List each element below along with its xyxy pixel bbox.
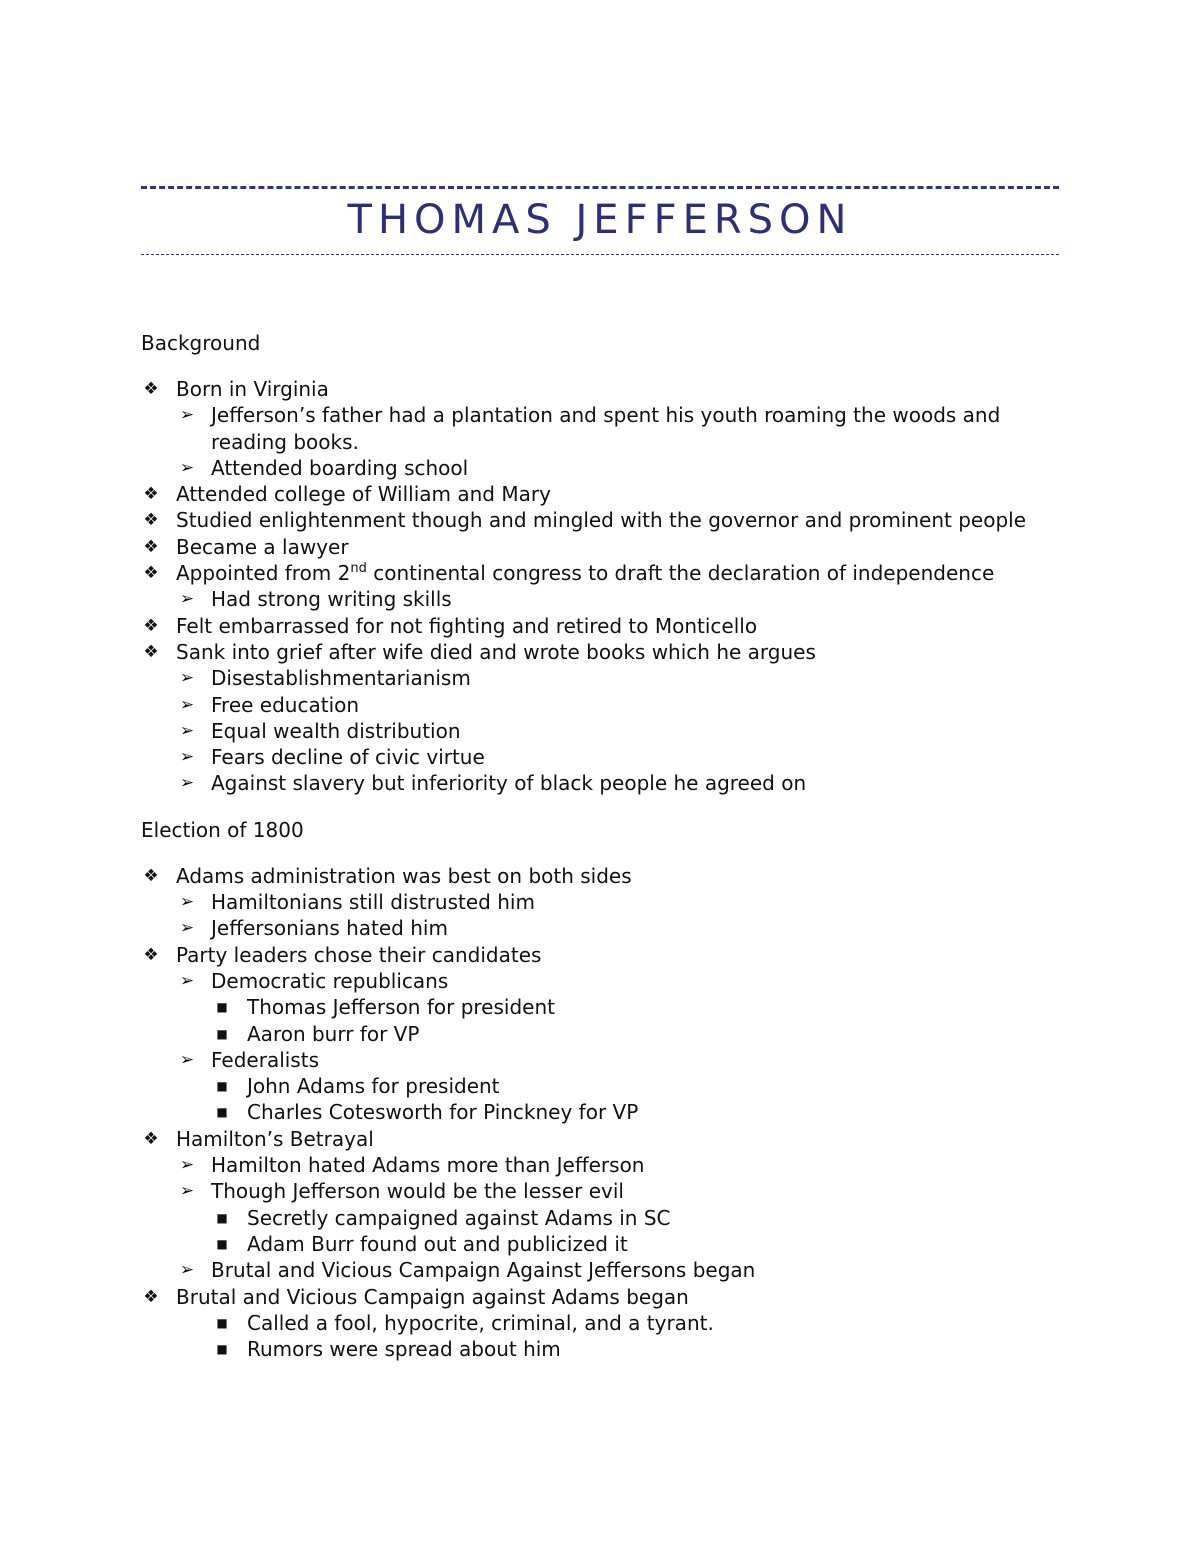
arrowhead-bullet-icon: ➢ (179, 694, 195, 715)
diamond-bullet-icon: ❖ (143, 510, 159, 531)
page-title: THOMAS JEFFERSON (347, 197, 853, 243)
list-item: ➢ Equal wealth distribution (141, 718, 1071, 744)
arrowhead-bullet-icon: ➢ (179, 1049, 195, 1070)
list-item: ➢ Jeffersonians hated him (141, 915, 1071, 941)
document-body (141, 330, 1071, 1362)
list-item: ■ Secretly campaigned against Adams in SC (141, 1205, 1071, 1231)
arrowhead-bullet-icon: ➢ (179, 668, 195, 689)
list-item: ❖ Party leaders chose their candidates (141, 942, 1071, 968)
list-item: ➢ Free education (141, 692, 1071, 718)
list-item: ❖ Attended college of William and Mary (141, 481, 1071, 507)
square-bullet-icon: ■ (216, 1236, 228, 1251)
arrowhead-bullet-icon: ➢ (179, 747, 195, 768)
list-item: ■ Adam Burr found out and publicized it (141, 1231, 1071, 1257)
list-item: ■ John Adams for president (141, 1073, 1071, 1099)
diamond-bullet-icon: ❖ (143, 536, 159, 557)
list-item: ❖ Hamilton’s Betrayal (141, 1126, 1071, 1152)
arrowhead-bullet-icon: ➢ (179, 773, 195, 794)
arrowhead-bullet-icon: ➢ (179, 720, 195, 741)
list-item: ■ Called a fool, hypocrite, criminal, and a tyrant. (141, 1310, 1071, 1336)
diamond-bullet-icon: ❖ (143, 379, 159, 399)
arrowhead-bullet-icon: ➢ (179, 970, 195, 991)
list-item: ❖ Sank into grief after wife died and wrote books which he argues (141, 639, 1071, 665)
arrowhead-bullet-icon: ➢ (179, 405, 195, 426)
list-item: ■ Thomas Jefferson for president (141, 994, 1071, 1020)
title-rule-bottom (141, 254, 1059, 255)
list-item: ■ Rumors were spread about him (141, 1336, 1071, 1362)
list-item: ❖ Brutal and Vicious Campaign against Adams began (141, 1284, 1071, 1310)
background-list (141, 376, 1071, 797)
list-item: ❖ Appointed from 2nd continental congress to draft the declaration of independence (141, 560, 1071, 586)
list-item: ➢ Against slavery but inferiority of black people he agreed on (141, 770, 1071, 796)
square-bullet-icon: ■ (216, 1105, 228, 1120)
square-bullet-icon: ■ (216, 1079, 228, 1094)
section-heading-election: Election of 1800 (141, 817, 304, 842)
diamond-bullet-icon: ❖ (143, 563, 159, 584)
section-heading-background: Background (141, 331, 261, 355)
election-list (141, 863, 1071, 1363)
diamond-bullet-icon: ❖ (143, 641, 159, 662)
list-item: ➢ Jefferson’s father had a plantation and spent his youth roaming the woods and reading books. (141, 402, 1071, 455)
arrowhead-bullet-icon: ➢ (179, 1155, 195, 1176)
diamond-bullet-icon: ❖ (143, 484, 159, 505)
list-item: ➢ Democratic republicans (141, 968, 1071, 994)
arrowhead-bullet-icon: ➢ (179, 1260, 195, 1281)
list-item: ➢ Fears decline of civic virtue (141, 744, 1071, 770)
list-item: ➢ Federalists (141, 1047, 1071, 1073)
square-bullet-icon: ■ (216, 1315, 228, 1330)
list-item: ❖ Born in Virginia (141, 376, 1071, 402)
square-bullet-icon: ■ (216, 1210, 228, 1225)
diamond-bullet-icon: ❖ (143, 865, 159, 886)
square-bullet-icon: ■ (216, 1342, 228, 1357)
list-item: ➢ Attended boarding school (141, 455, 1071, 481)
list-item: ■ Aaron burr for VP (141, 1021, 1071, 1047)
diamond-bullet-icon: ❖ (143, 944, 159, 965)
square-bullet-icon: ■ (216, 1026, 228, 1041)
arrowhead-bullet-icon: ➢ (179, 892, 195, 913)
list-item: ❖ Studied enlightenment though and mingled with the governor and prominent people (141, 507, 1071, 533)
list-item: ❖ Felt embarrassed for not fighting and retired to Monticello (141, 613, 1071, 639)
arrowhead-bullet-icon: ➢ (179, 589, 195, 610)
list-item: ❖ Adams administration was best on both sides (141, 863, 1071, 889)
list-item: ➢ Disestablishmentarianism (141, 665, 1071, 691)
square-bullet-icon: ■ (216, 1000, 228, 1015)
diamond-bullet-icon: ❖ (143, 1286, 159, 1307)
list-item: ➢ Brutal and Vicious Campaign Against Jeffersons began (141, 1257, 1071, 1283)
list-item: ❖ Became a lawyer (141, 534, 1071, 560)
arrowhead-bullet-icon: ➢ (179, 1181, 195, 1202)
diamond-bullet-icon: ❖ (143, 1128, 159, 1149)
arrowhead-bullet-icon: ➢ (179, 457, 195, 478)
title-rule-top (141, 186, 1059, 189)
list-item: ➢ Hamilton hated Adams more than Jefferson (141, 1152, 1071, 1178)
list-item: ➢ Had strong writing skills (141, 586, 1071, 612)
list-item: ➢ Though Jefferson would be the lesser evil (141, 1178, 1071, 1204)
list-item: ➢ Hamiltonians still distrusted him (141, 889, 1071, 915)
diamond-bullet-icon: ❖ (143, 615, 159, 636)
arrowhead-bullet-icon: ➢ (179, 918, 195, 939)
list-item: ■ Charles Cotesworth for Pinckney for VP (141, 1099, 1071, 1125)
title-block (141, 186, 1059, 255)
